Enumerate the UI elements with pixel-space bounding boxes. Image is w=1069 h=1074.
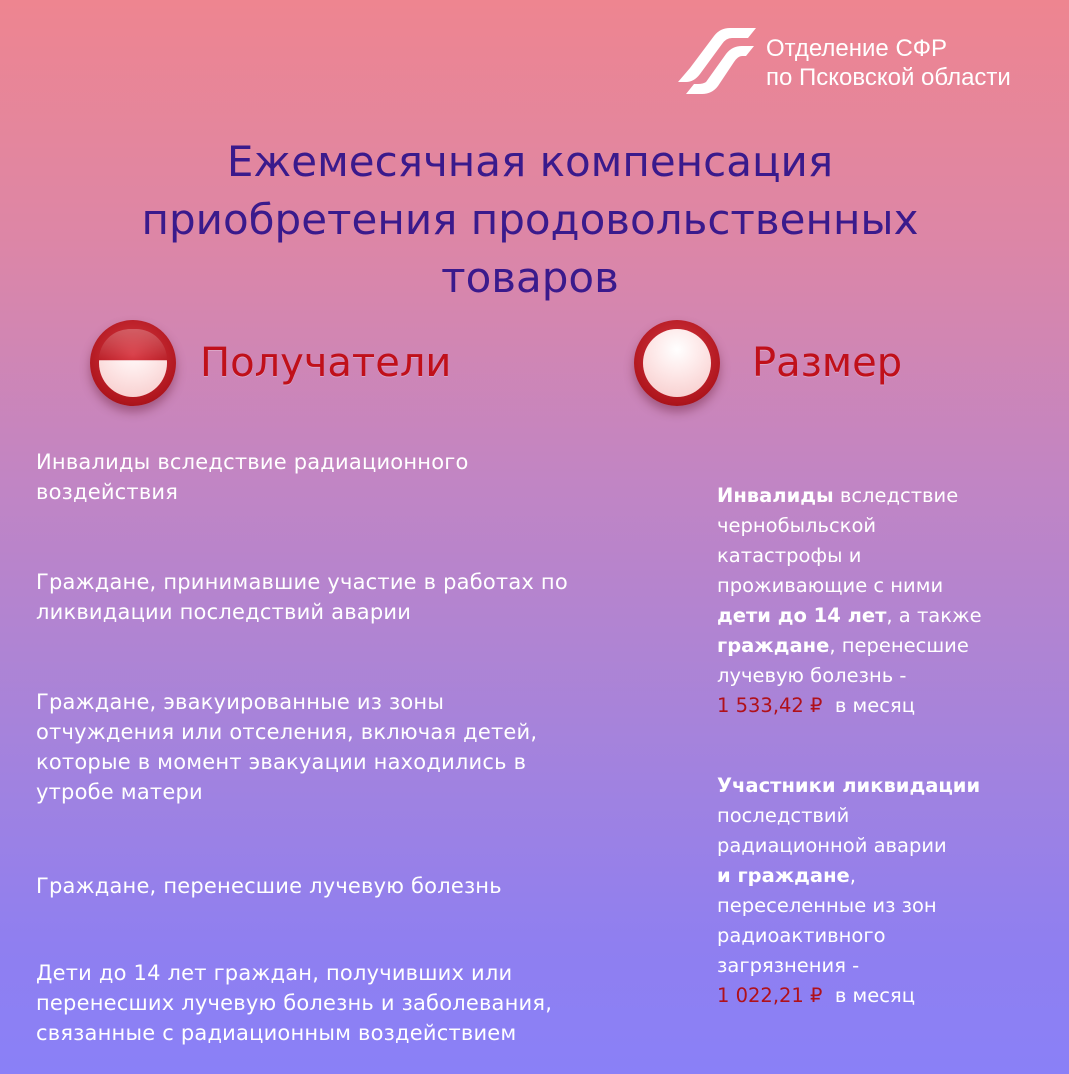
- recipients-label: Получатели: [200, 340, 452, 386]
- page-title: [40, 133, 1020, 307]
- amount-block-disabled: [717, 481, 1017, 721]
- amount-line: последствий: [717, 804, 850, 827]
- list-item-line: отчуждения или отселения, включая детей,: [36, 720, 538, 744]
- list-item: [36, 871, 636, 901]
- amount-unit: в месяц: [822, 694, 915, 717]
- amount-unit: в месяц: [822, 984, 915, 1007]
- half-circle-bullet-icon: [90, 320, 176, 406]
- amount-value: 1 533,42 ₽: [717, 694, 823, 717]
- text: , а также: [886, 604, 982, 627]
- logo-line-2: по Псковской области: [766, 64, 1011, 91]
- bold-text: и граждане: [717, 864, 850, 887]
- logo-text: [766, 34, 1011, 92]
- text: вследствие: [833, 484, 959, 507]
- list-item-line: Граждане, перенесшие лучевую болезнь: [36, 874, 502, 898]
- amount-heading: [634, 320, 902, 406]
- amount-line: радиоактивного: [717, 924, 886, 947]
- bold-text: дети до 14 лет: [717, 604, 887, 627]
- amount-line: [717, 481, 1017, 511]
- amount-line: Участники ликвидации: [717, 774, 981, 797]
- list-item-line: ликвидации последствий аварии: [36, 600, 412, 624]
- list-item: [36, 687, 636, 807]
- amount-line: [717, 601, 1017, 631]
- amount-label: Размер: [752, 340, 903, 386]
- title-line-3: товаров: [441, 253, 619, 302]
- list-item: [36, 958, 636, 1048]
- amount-line: катастрофы и: [717, 544, 862, 567]
- bold-text: граждане: [717, 634, 830, 657]
- sfr-logo-icon: [676, 24, 758, 96]
- amount-line: переселенные из зон: [717, 894, 937, 917]
- list-item-line: утробе матери: [36, 780, 203, 804]
- amount-line: [717, 861, 1017, 891]
- list-item-line: Граждане, эвакуированные из зоны: [36, 690, 445, 714]
- list-item-line: которые в момент эвакуации находились в: [36, 750, 527, 774]
- list-item-line: Граждане, принимавшие участие в работах по: [36, 570, 568, 594]
- amount-block-liquidators: [717, 771, 1017, 1011]
- amount-value: 1 022,21 ₽: [717, 984, 823, 1007]
- list-item-line: Инвалиды вследствие радиационного: [36, 450, 469, 474]
- title-line-2: приобретения продовольственных: [141, 195, 919, 244]
- recipients-heading: [90, 320, 451, 406]
- amount-line: [717, 691, 1017, 721]
- amount-line: лучевую болезнь -: [717, 664, 907, 687]
- text: ,: [849, 864, 856, 887]
- sfr-logo: [676, 24, 1046, 104]
- title-line-1: Ежемесячная компенсация: [226, 137, 834, 186]
- list-item: [36, 567, 636, 627]
- logo-line-1: Отделение СФР: [766, 35, 948, 62]
- list-item: [36, 447, 636, 507]
- list-item-line: воздействия: [36, 480, 179, 504]
- list-item-line: связанные с радиационным воздействием: [36, 1021, 517, 1045]
- amount-line: [717, 631, 1017, 661]
- circle-bullet-icon: [634, 320, 720, 406]
- amount-line: радиационной аварии: [717, 834, 947, 857]
- amount-line: чернобыльской: [717, 514, 877, 537]
- text: , перенесшие: [829, 634, 969, 657]
- amount-line: загрязнения -: [717, 954, 860, 977]
- amount-line: проживающие с ними: [717, 574, 944, 597]
- list-item-line: Дети до 14 лет граждан, получивших или: [36, 961, 513, 985]
- list-item-line: перенесших лучевую болезнь и заболевания,: [36, 991, 553, 1015]
- bold-text: Инвалиды: [717, 484, 834, 507]
- amount-line: [717, 981, 1017, 1011]
